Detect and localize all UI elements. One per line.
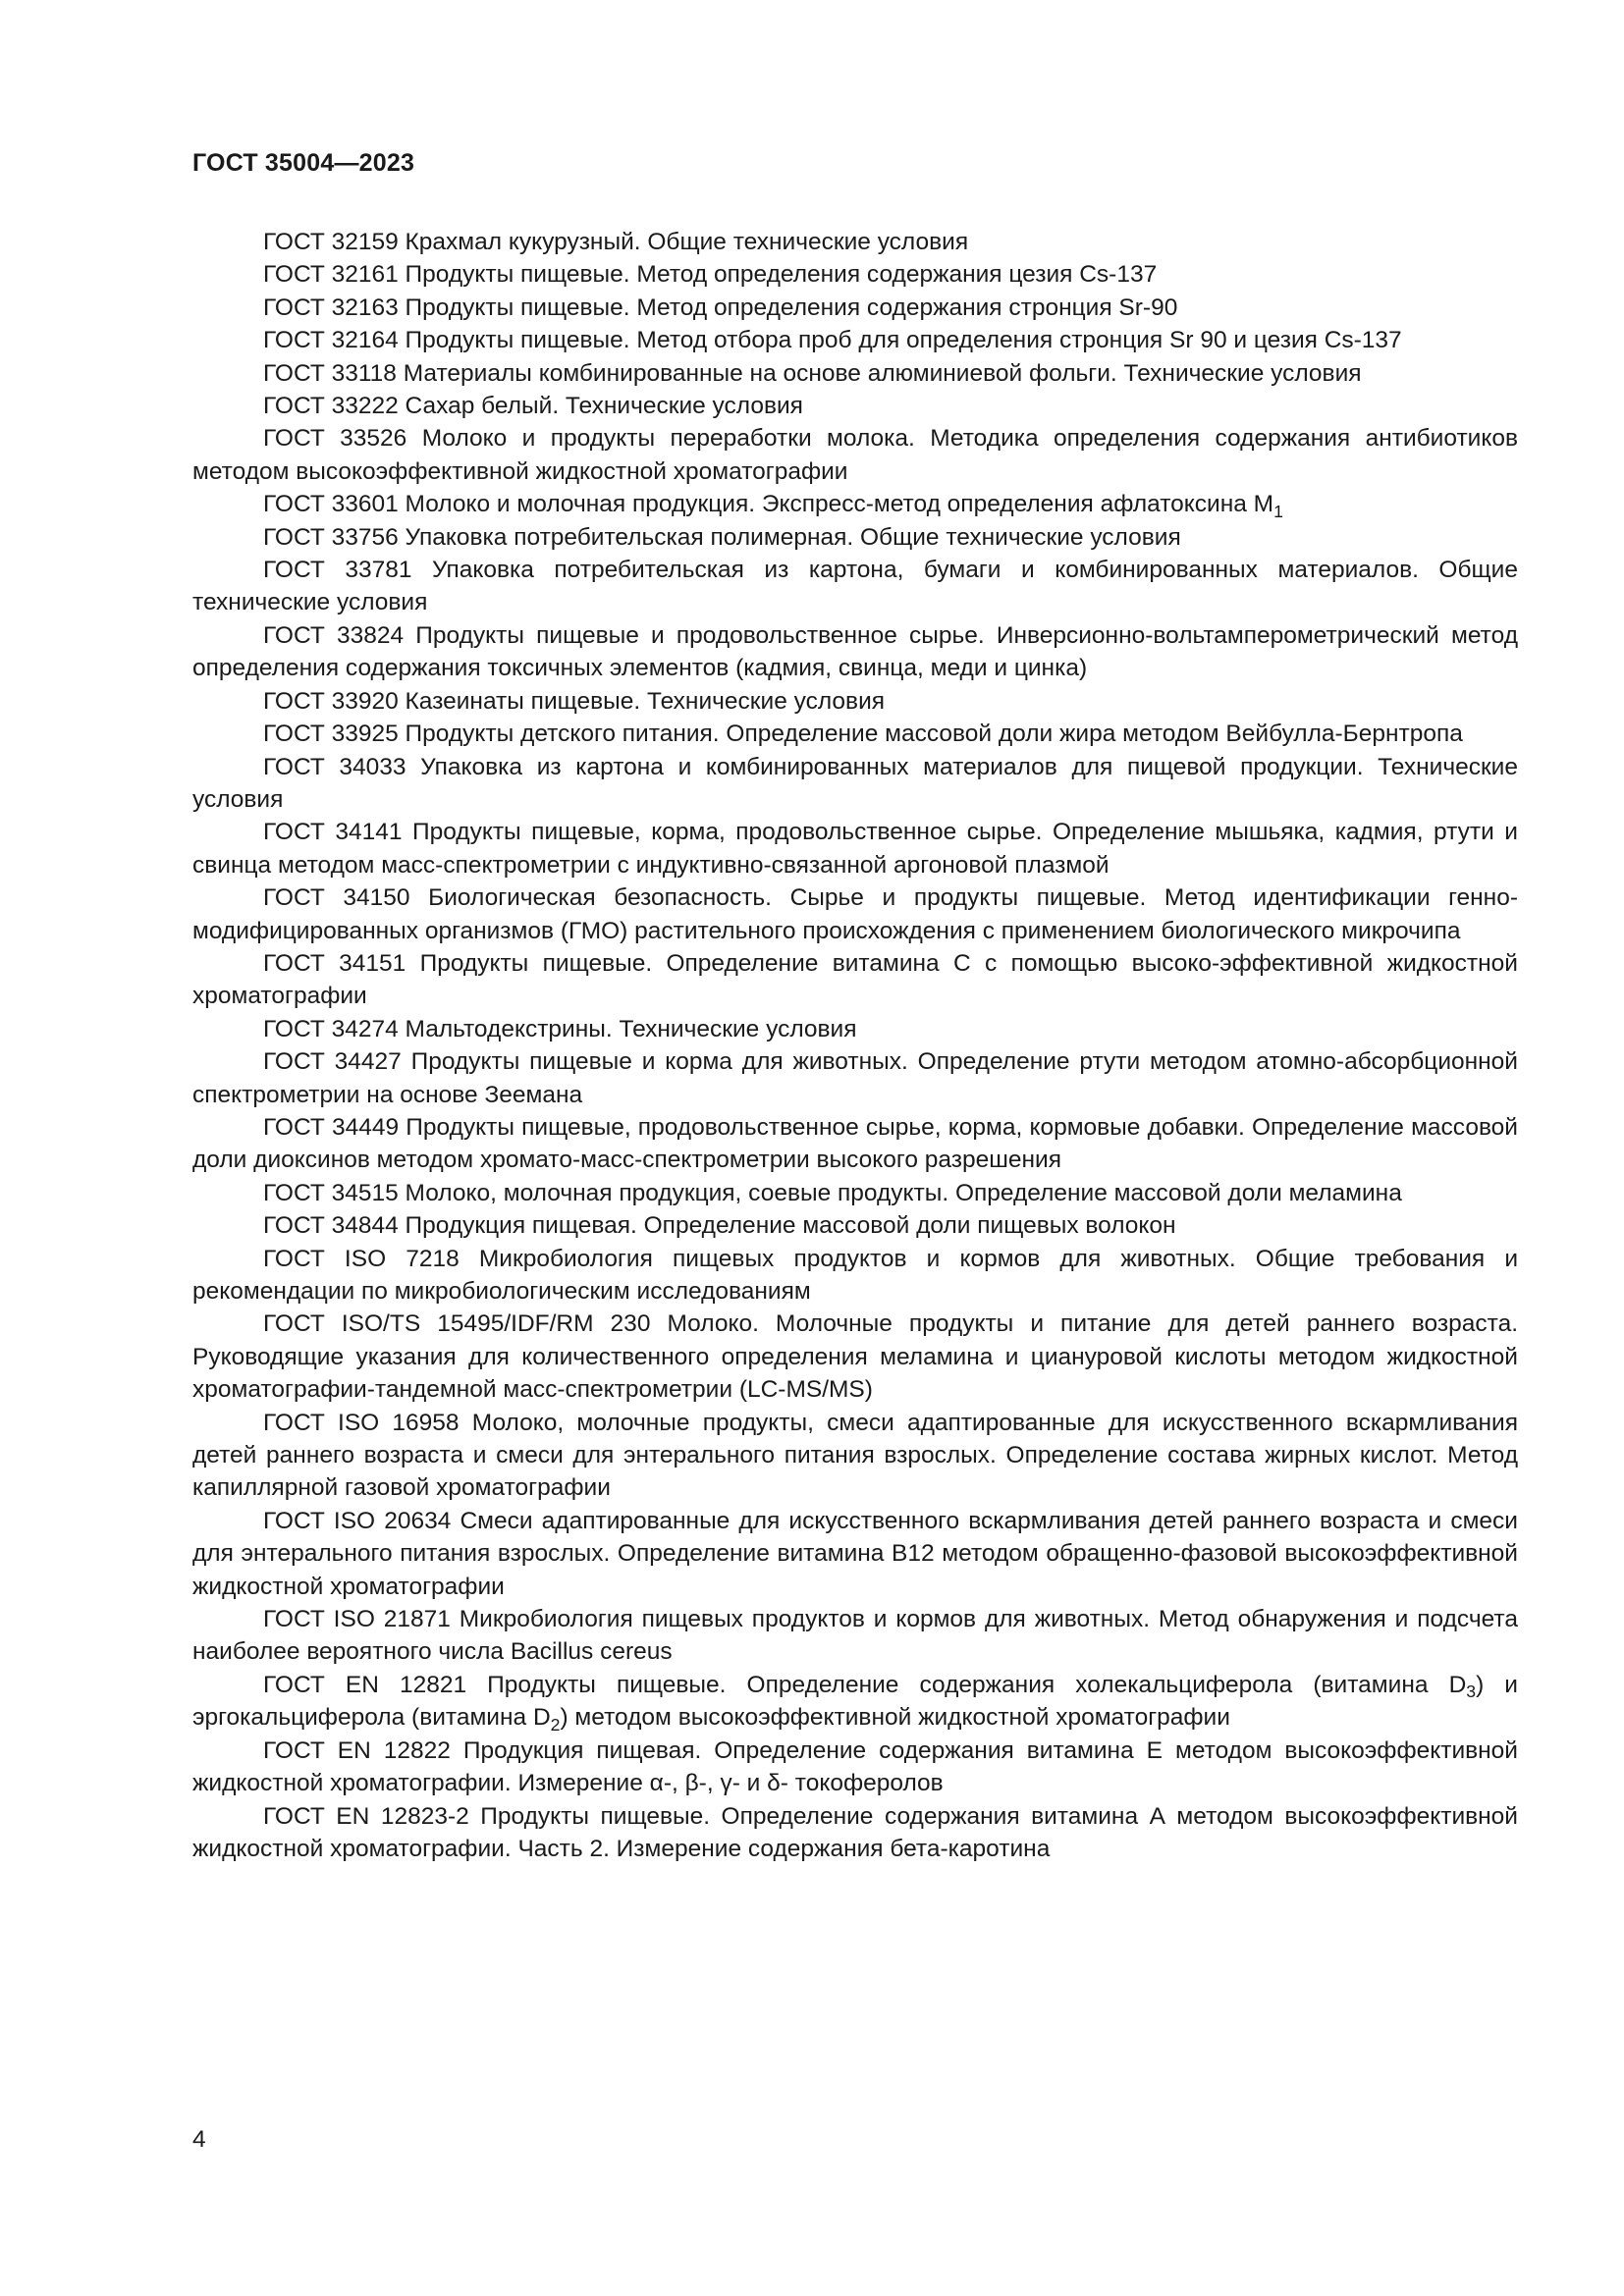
reference-entry: ГОСТ 32164 Продукты пищевые. Метод отбора проб для определения стронция Sr 90 и цезия Cs-137 xyxy=(263,327,1402,354)
reference-entry: ГОСТ ISO 21871 Микробиология пищевых продуктов и кормов для животных. Метод обнаружения и подсчета наиболее вероятного числа Bacillus cereus xyxy=(192,1606,1518,1666)
reference-entry: ГОСТ 34033 Упаковка из картона и комбинированных материалов для пищевой продукции. Технические условия xyxy=(192,753,1518,813)
reference-entry: ГОСТ 33526 Молоко и продукты переработки молока. Методика определения содержания антибиотиков методом высокоэффективной жидкостной хроматографии xyxy=(192,425,1518,485)
reference-entry: ГОСТ 34449 Продукты пищевые, продовольственное сырье, корма, кормовые добавки. Определение массовой доли диоксинов методом хромато-масс-спектрометрии высокого разрешения xyxy=(192,1113,1518,1174)
normative-references-list xyxy=(192,226,1518,1865)
reference-entry: ГОСТ ISO 7218 Микробиология пищевых продуктов и кормов для животных. Общие требования и рекомендации по микробиологическим исследованиям xyxy=(192,1245,1518,1305)
reference-entry: ГОСТ 33920 Казеинаты пищевые. Технические условия xyxy=(263,687,886,715)
reference-entry: ГОСТ 33118 Материалы комбинированные на основе алюминиевой фольги. Технические условия xyxy=(263,359,1362,387)
reference-entry: ГОСТ 34844 Продукция пищевая. Определение массовой доли пищевых волокон xyxy=(263,1212,1176,1240)
reference-entry: ГОСТ 33756 Упаковка потребительская полимерная. Общие технические условия xyxy=(263,523,1181,551)
document-header: ГОСТ 35004—2023 xyxy=(192,149,415,177)
reference-entry: ГОСТ 33601 Молоко и молочная продукция. Экспресс-метод определения афлатоксина $M_1$ xyxy=(263,491,1283,521)
reference-entry: ГОСТ 33925 Продукты детского питания. Определение массовой доли жира методом Вейбулла-Бернтропа xyxy=(263,721,1463,748)
reference-entry: ГОСТ EN 12821 Продукты пищевые. Определение содержания холекальциферола (витамина $D_3$) и эргокальциферола (витамина $D_2$) методом высокоэффективной жидкостной хроматографии xyxy=(192,1671,1518,1735)
reference-entry: ГОСТ 33824 Продукты пищевые и продовольственное сырье. Инверсионно-вольтамперометрический метод определения содержания токсичных элементов (кадмия, свинца, меди и цинка) xyxy=(192,621,1518,682)
reference-entry: ГОСТ 34150 Биологическая безопасность. Сырье и продукты пищевые. Метод идентификации генно-модифицированных организмов (ГМО) растительного происхождения с применением биологического микрочипа xyxy=(192,884,1518,944)
subscript: 2 xyxy=(550,1714,561,1735)
reference-entry: ГОСТ ISO 20634 Смеси адаптированные для искусственного вскармливания детей раннего возраста и смеси для энтерального питания взрослых. Определение витамина B12 методом обращенно-фазовой высокоэффективной жидкостной хроматографии xyxy=(192,1507,1518,1600)
reference-entry: ГОСТ 32159 Крахмал кукурузный. Общие технические условия xyxy=(263,229,969,255)
reference-entry: ГОСТ ISO/TS 15495/IDF/RM 230 Молоко. Молочные продукты и питание для детей раннего возраста. Руководящие указания для количественного определения меламина и циануровой кислоты методом жидкостной хроматографии-тандемной масс-спектрометрии (LC-MS/MS) xyxy=(192,1310,1518,1404)
reference-entry: ГОСТ 34515 Молоко, молочная продукция, соевые продукты. Определение массовой доли меламина xyxy=(263,1179,1402,1206)
reference-entry: ГОСТ ISO 16958 Молоко, молочные продукты, смеси адаптированные для искусственного вскармливания детей раннего возраста и смеси для энтерального питания взрослых. Определение состава жирных кислот. Метод капиллярной газовой хроматографии xyxy=(192,1409,1518,1502)
reference-entry: ГОСТ 34427 Продукты пищевые и корма для животных. Определение ртути методом атомно-абсорбционной спектрометрии на основе Зеемана xyxy=(192,1048,1518,1108)
subscript: 1 xyxy=(1273,501,1283,521)
reference-entry: ГОСТ 34274 Мальтодекстрины. Технические условия xyxy=(263,1015,857,1042)
page-number: 4 xyxy=(192,2126,206,2153)
reference-entry: ГОСТ 34141 Продукты пищевые, корма, продовольственное сырье. Определение мышьяка, кадмия, ртути и свинца методом масс-спектрометрии с индуктивно-связанной аргоновой плазмой xyxy=(192,819,1518,879)
reference-entry: ГОСТ 34151 Продукты пищевые. Определение витамина С с помощью высоко-эффективной жидкостной хроматографии xyxy=(192,949,1518,1010)
reference-entry: ГОСТ 33222 Сахар белый. Технические условия xyxy=(263,393,803,420)
reference-entry: ГОСТ 32163 Продукты пищевые. Метод определения содержания стронция Sr-90 xyxy=(263,294,1178,321)
reference-entry: ГОСТ 32161 Продукты пищевые. Метод определения содержания цезия Cs-137 xyxy=(263,261,1158,289)
subscript: 3 xyxy=(1466,1682,1477,1702)
reference-entry: ГОСТ 33781 Упаковка потребительская из картона, бумаги и комбинированных материалов. Общие технические условия xyxy=(192,557,1518,616)
reference-entry: ГОСТ EN 12823-2 Продукты пищевые. Определение содержания витамина А методом высокоэффективной жидкостной хроматографии. Часть 2. Измерение содержания бета-каротина xyxy=(192,1802,1518,1862)
reference-entry: ГОСТ EN 12822 Продукция пищевая. Определение содержания витамина Е методом высокоэффективной жидкостной хроматографии. Измерение α-, β-, γ- и δ- токоферолов xyxy=(192,1736,1518,1797)
